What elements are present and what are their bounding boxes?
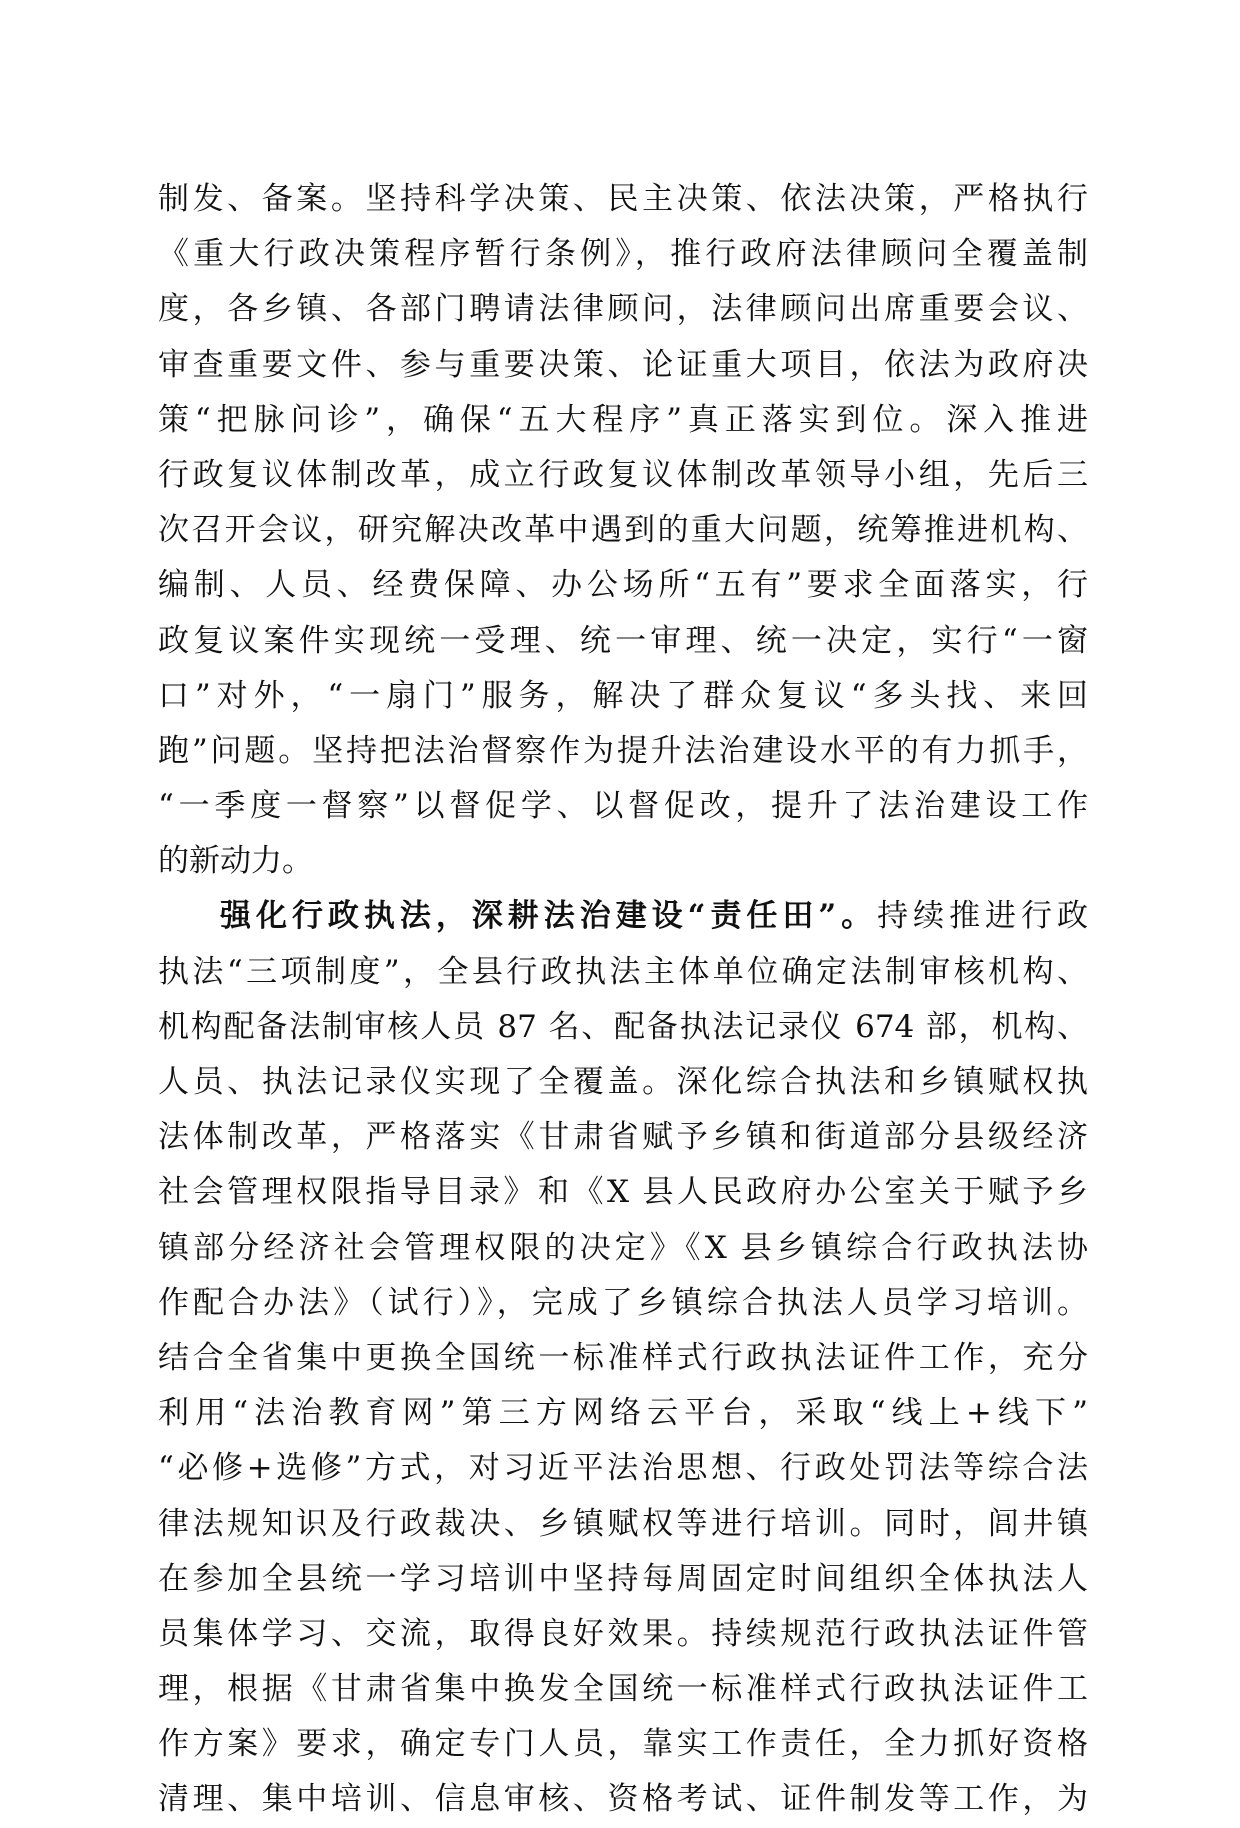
text-line: 结合全省集中更换全国统一标准样式行政执法证件工作，充分	[158, 1339, 1088, 1376]
text-line: 审查重要文件、参与重要决策、论证重大项目，依法为政府决	[158, 346, 1088, 383]
text-line: 《重大行政决策程序暂行条例》，推行政府法律顾问全覆盖制	[158, 236, 1088, 273]
text-line: 编制、人员、经费保障、办公场所“五有”要求全面落实，行	[158, 567, 1088, 604]
text-line: 社会管理权限指导目录》和《X 县人民政府办公室关于赋予乡	[158, 1174, 1088, 1211]
text-line: 度，各乡镇、各部门聘请法律顾问，法律顾问出席重要会议、	[158, 291, 1088, 328]
text-line: 员集体学习、交流，取得良好效果。持续规范行政执法证件管	[158, 1615, 1088, 1652]
text-line: 行政复议体制改革，成立行政复议体制改革领导小组，先后三	[158, 456, 1088, 493]
body-text	[158, 172, 1088, 1828]
paragraph-heading: 强化行政执法，深耕法治建设“责任田”。	[220, 898, 878, 935]
text-line: 镇部分经济社会管理权限的决定》《X 县乡镇综合行政执法协	[158, 1229, 1088, 1266]
text-line: 利用“法治教育网”第三方网络云平台，采取“线上+线下”	[158, 1395, 1088, 1432]
text-line: 法体制改革，严格落实《甘肃省赋予乡镇和街道部分县级经济	[158, 1119, 1088, 1156]
paragraph-first-line	[158, 889, 1088, 944]
text-line: 制发、备案。坚持科学决策、民主决策、依法决策，严格执行	[158, 181, 1088, 217]
text-line: 在参加全县统一学习培训中坚持每周固定时间组织全体执法人	[158, 1560, 1088, 1597]
text-line: 作方案》要求，确定专门人员，靠实工作责任，全力抓好资格	[158, 1726, 1088, 1763]
paragraph-1	[158, 172, 1088, 889]
text-run: 持续推进行政	[877, 898, 1089, 935]
text-line: 律法规知识及行政裁决、乡镇赋权等进行培训。同时，闾井镇	[158, 1505, 1088, 1542]
paragraph-2	[158, 889, 1088, 1827]
text-line: 机构配备法制审核人员 87 名、配备执法记录仪 674 部，机构、	[158, 1008, 1088, 1045]
text-line: 作配合办法》（试行）》，完成了乡镇综合执法人员学习培训。	[158, 1284, 1088, 1321]
text-line: 的新动力。	[158, 843, 313, 880]
text-line: 口”对外，“一扇门”服务，解决了群众复议“多头找、来回	[158, 677, 1088, 714]
text-line: “一季度一督察”以督促学、以督促改，提升了法治建设工作	[158, 788, 1088, 825]
text-line: “必修+选修”方式，对习近平法治思想、行政处罚法等综合法	[158, 1450, 1088, 1487]
text-line: 策“把脉问诊”，确保“五大程序”真正落实到位。深入推进	[158, 401, 1088, 438]
text-line: 执法“三项制度”，全县行政执法主体单位确定法制审核机构、	[158, 953, 1088, 990]
text-line: 人员、执法记录仪实现了全覆盖。深化综合执法和乡镇赋权执	[158, 1064, 1088, 1100]
text-line: 清理、集中培训、信息审核、资格考试、证件制发等工作，为	[158, 1781, 1088, 1818]
text-line: 跑”问题。坚持把法治督察作为提升法治建设水平的有力抓手，	[158, 732, 1088, 769]
text-line: 政复议案件实现统一受理、统一审理、统一决定，实行“一窗	[158, 622, 1088, 659]
text-line: 次召开会议，研究解决改革中遇到的重大问题，统筹推进机构、	[158, 512, 1088, 549]
text-line: 理，根据《甘肃省集中换发全国统一标准样式行政执法证件工	[158, 1671, 1088, 1708]
